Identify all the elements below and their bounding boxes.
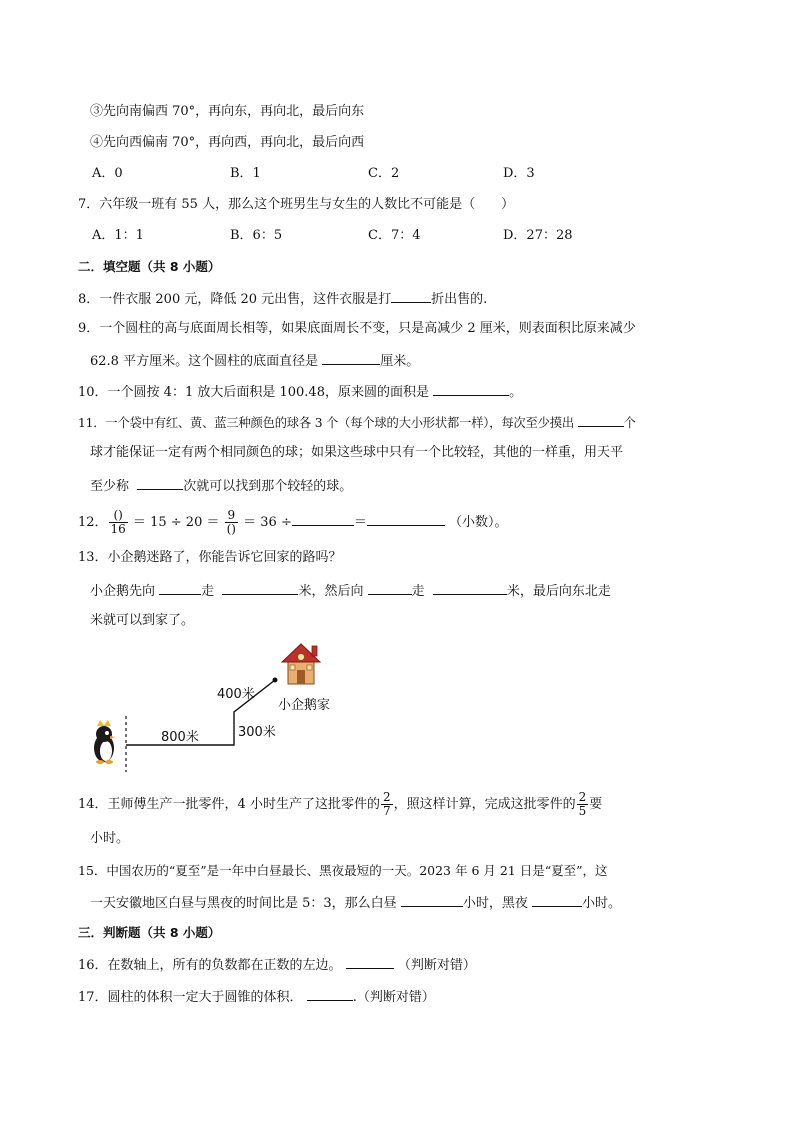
q8-post: 折出售的.	[431, 292, 488, 307]
q12-equation	[78, 509, 508, 536]
q11-line-3-post: 次就可以找到那个较轻的球。	[183, 479, 353, 494]
q9-line-1: 9．一个圆柱的高与底面周长相等，如果底面周长不变，只是高减少 2 厘米，则表面积比原来减少	[78, 321, 636, 336]
q12-fraction-2-denominator[interactable]: ()	[226, 522, 236, 536]
q12-eq3: ＝	[353, 515, 367, 530]
q10-pre: 10．一个圆按 4：1 放大后面积是 100.48，原来圆的面积是	[78, 385, 429, 400]
label-300m: 300米	[238, 725, 276, 740]
q14-fraction-1-numerator: 2	[382, 790, 391, 804]
q16-answer-blank[interactable]	[346, 955, 394, 969]
section-3-title: 三．判断题（共 8 小题）	[78, 925, 221, 940]
q12-number: 12．	[78, 515, 108, 530]
q11-answer-blank-2[interactable]	[137, 476, 183, 490]
q11-answer-blank-1[interactable]	[578, 413, 624, 427]
q12-fraction-1-numerator[interactable]: ()	[109, 509, 128, 523]
q15-line-1: 15．中国农历的“夏至”是一年中白昼最长、黑夜最短的一天。2023 年 6 月 21 日是“夏至”，这	[78, 863, 608, 878]
q10-post: 。	[509, 385, 523, 400]
q15-line-2-mid: 小时，黑夜	[462, 896, 528, 911]
label-800m: 800米	[161, 730, 199, 745]
q9-line-2	[90, 351, 419, 371]
q7-choice-c: C．7：4	[368, 228, 421, 243]
q16-pre: 16．在数轴上，所有的负数都在正数的左边。	[78, 958, 342, 973]
q12-fraction-2	[225, 509, 238, 536]
q12-answer-blank-1[interactable]	[292, 512, 354, 526]
house-label: 小企鹅家	[278, 698, 331, 713]
q14-fraction-2-numerator: 2	[578, 790, 587, 804]
q13-line-2	[90, 581, 611, 601]
q15-line-2-pre: 一天安徽地区白昼与黑夜的时间比是 5：3，那么白昼	[90, 896, 397, 911]
q14-fraction-2	[577, 791, 589, 818]
q16-post: （判断对错）	[397, 958, 476, 973]
q6-option-line-4: ④先向西偏南 70°，再向西，再向北，最后向西	[90, 135, 365, 150]
q15-line-2-post: 小时。	[581, 896, 621, 911]
q12-answer-blank-2[interactable]	[367, 512, 445, 526]
q17-pre: 17．圆柱的体积一定大于圆锥的体积．	[78, 990, 303, 1005]
q12-fraction-2-numerator: 9	[225, 509, 238, 523]
q13-line-2-c: 米，然后向	[298, 584, 364, 599]
q10-answer-blank[interactable]	[433, 382, 509, 396]
q13-answer-blank-4[interactable]	[433, 581, 507, 595]
q17-text	[78, 987, 435, 1007]
q13-line-2-d: 走	[411, 584, 425, 599]
q11-line-3-pre: 至少称	[90, 479, 130, 494]
q15-line-2	[90, 893, 621, 913]
q7-choice-a: A．1：1	[92, 228, 144, 243]
q13-answer-blank-2[interactable]	[222, 581, 298, 595]
q8-answer-blank[interactable]	[391, 289, 431, 303]
q14-fraction-1	[381, 791, 393, 818]
q12-eq2: ＝ 36 ÷	[243, 515, 292, 530]
q16-text	[78, 955, 476, 975]
penguin-icon	[94, 720, 115, 764]
q9-line-2-post: 厘米。	[380, 354, 420, 369]
q7-choice-d: D．27：28	[503, 228, 573, 243]
q12-fraction-1-denominator: 16	[110, 522, 126, 536]
section-2-title: 二．填空题（共 8 小题）	[78, 259, 221, 274]
q17-post: .（判断对错）	[352, 990, 435, 1005]
q11-line-1-post: 个	[623, 416, 636, 430]
q6-option-line-3: ③先向南偏西 70°，再向东，再向北，最后向东	[90, 104, 365, 119]
q9-line-2-pre: 62.8 平方厘米。这个圆柱的底面直径是	[90, 354, 319, 369]
q13-route-figure	[88, 640, 358, 775]
q11-line-1	[78, 413, 636, 432]
house-icon	[282, 644, 320, 684]
q11-line-1-pre: 11．一个袋中有红、黄、蓝三种颜色的球各 3 个（每个球的大小形状都一样），每次至少摸出	[78, 416, 574, 430]
q12-eq1: ＝ 15 ÷ 20 ＝	[132, 515, 220, 530]
label-400m: 400米	[217, 687, 255, 702]
q6-choice-b: B．1	[230, 166, 261, 181]
q13-answer-blank-3[interactable]	[368, 581, 412, 595]
q7-choice-b: B．6：5	[230, 228, 283, 243]
q14-post: 要	[589, 797, 603, 812]
q13-line-3: 米就可以到家了。	[90, 613, 195, 628]
q9-answer-blank[interactable]	[322, 351, 380, 365]
q15-answer-blank-2[interactable]	[532, 893, 582, 907]
q17-answer-blank[interactable]	[307, 987, 353, 1001]
q8-pre: 8．一件衣服 200 元，降低 20 元出售，这件衣服是打	[78, 292, 392, 307]
q14-mid: ，照这样计算，完成这批零件的	[393, 797, 576, 812]
q6-choice-c: C．2	[368, 166, 400, 181]
q7-text: 7．六年级一班有 55 人，那么这个班男生与女生的人数比不可能是（ ）	[78, 197, 515, 212]
q10-text	[78, 382, 522, 402]
q13-line-2-b: 走	[201, 584, 215, 599]
q14-fraction-2-denominator: 5	[578, 804, 587, 818]
q13-line-2-e: 米，最后向东北走	[506, 584, 611, 599]
q6-choice-a: A．0	[92, 166, 123, 181]
q14-fraction-1-denominator: 7	[382, 804, 391, 818]
q14-line-2: 小时。	[90, 831, 130, 846]
q6-choice-d: D．3	[503, 166, 535, 181]
q14-line-1	[78, 791, 602, 818]
route-end-dot	[273, 678, 278, 683]
q14-pre: 14．王师傅生产一批零件，4 小时生产了这批零件的	[78, 797, 380, 812]
q11-line-3	[90, 476, 352, 496]
q8-text	[78, 289, 487, 309]
q15-answer-blank-1[interactable]	[401, 893, 463, 907]
q13-line-2-a: 小企鹅先向	[90, 584, 156, 599]
q12-tail: （小数）。	[449, 515, 508, 530]
q13-line-1: 13．小企鹅迷路了，你能告诉它回家的路吗？	[78, 550, 342, 565]
q11-line-2: 球才能保证一定有两个相同颜色的球；如果这些球中只有一个比较轻，其他的一样重，用天平	[90, 445, 624, 460]
q13-answer-blank-1[interactable]	[159, 581, 201, 595]
q12-fraction-1	[109, 509, 128, 536]
